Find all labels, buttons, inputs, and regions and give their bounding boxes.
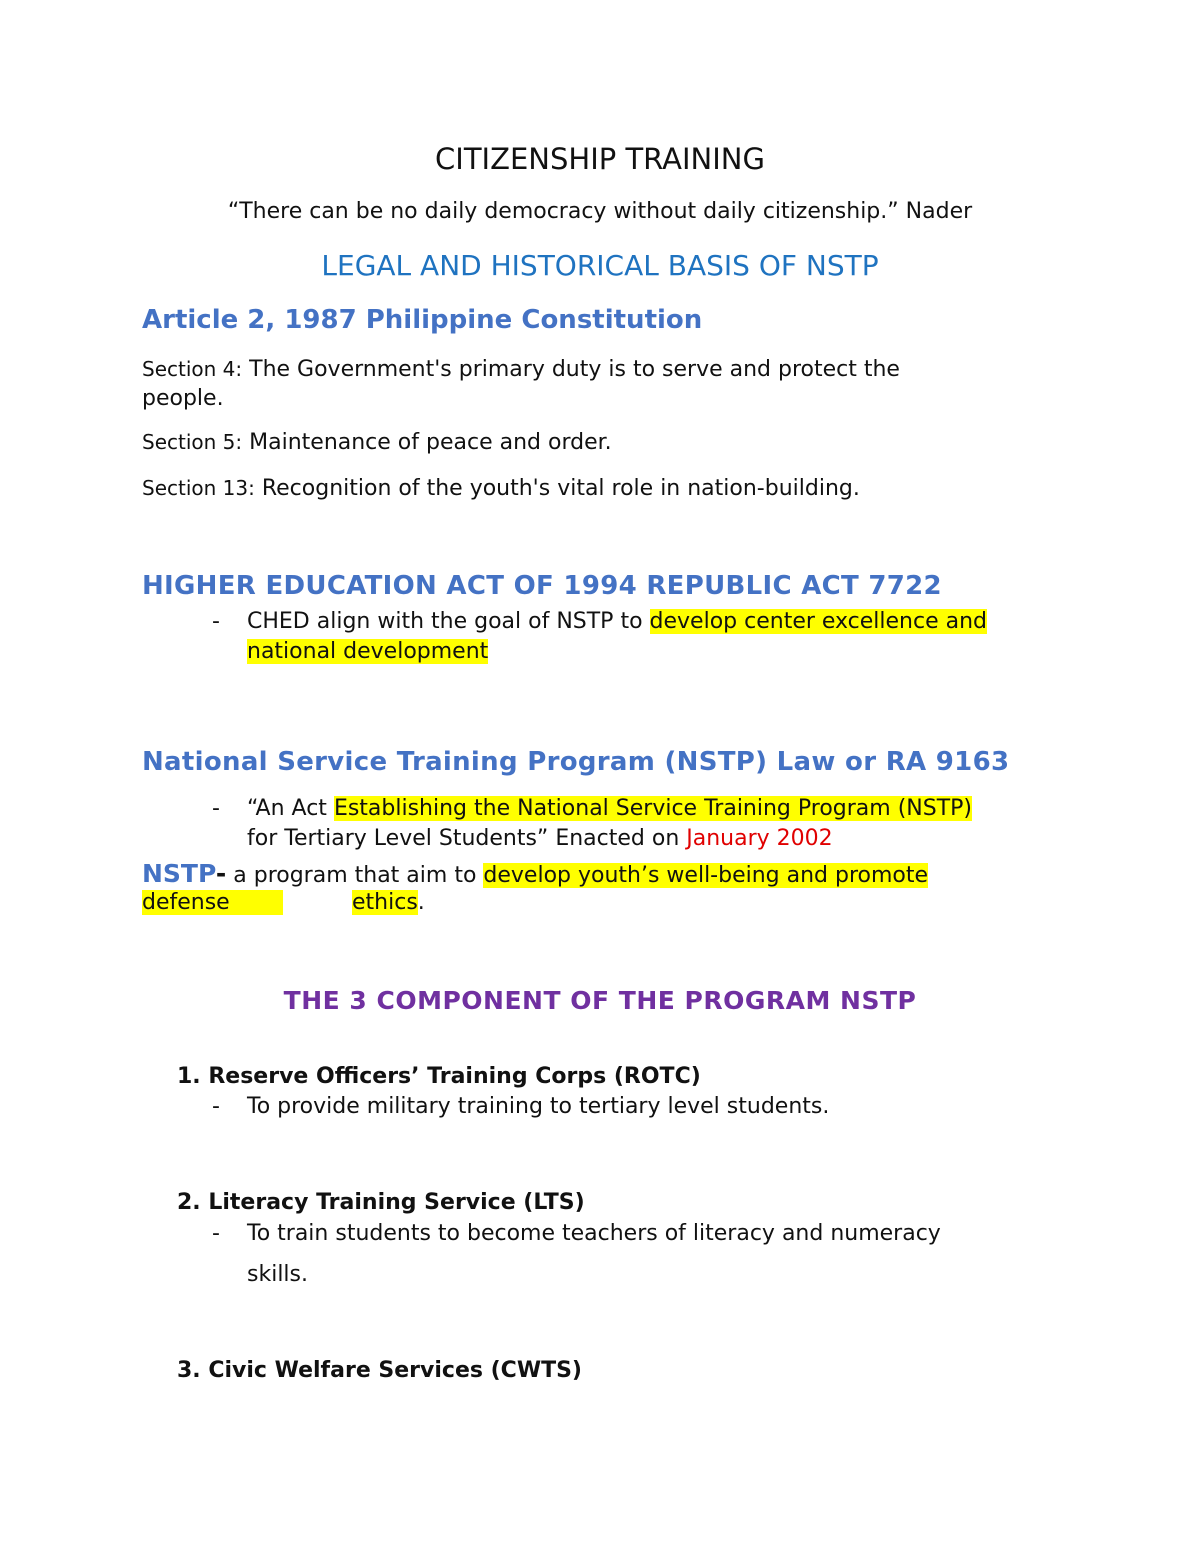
nstp-definition-line1: [142, 859, 928, 888]
section-text: Recognition of the youth's vital role in nation-building.: [254, 476, 860, 501]
section-4-continued: people.: [142, 386, 224, 411]
component-3-title: [177, 1358, 582, 1383]
component-name: Reserve Officers’ Training Corps (ROTC): [208, 1064, 701, 1089]
definition-text: a program that aim to: [226, 863, 484, 888]
quote: “There can be no daily democracy without daily citizenship.” Nader: [227, 199, 973, 224]
section-label: Section 13:: [142, 476, 255, 500]
highlighted-text: Establishing the National Service Training Program (NSTP): [333, 796, 972, 821]
highlighted-text: national development: [247, 639, 489, 664]
list-number: 2.: [177, 1190, 201, 1215]
section-text: Maintenance of peace and order.: [242, 430, 612, 455]
bullet-marker: -: [212, 609, 220, 634]
highlighted-text: develop center excellence and: [649, 609, 988, 634]
component-name: Civic Welfare Services (CWTS): [208, 1358, 582, 1383]
section-label: Section 5:: [142, 430, 243, 454]
legal-basis-heading: LEGAL AND HISTORICAL BASIS OF NSTP: [321, 249, 879, 282]
nstp-definition-line2: [142, 890, 425, 915]
bullet-marker: -: [212, 1221, 220, 1246]
component-2-title: [177, 1190, 585, 1215]
section-text: The Government's primary duty is to serve and protect the: [242, 357, 900, 382]
enacted-date: January 2002: [686, 826, 833, 851]
bullet-marker: -: [212, 1094, 220, 1119]
highlighted-text: develop youth’s well-being and promote: [483, 863, 929, 888]
components-heading: THE 3 COMPONENT OF THE PROGRAM NSTP: [283, 986, 917, 1015]
term-dash: -: [215, 859, 227, 888]
component-name: Literacy Training Service (LTS): [208, 1190, 585, 1215]
section-5: [142, 430, 612, 455]
component-1-title: [177, 1064, 701, 1089]
period: .: [417, 890, 425, 915]
bullet-text: CHED align with the goal of NSTP to: [247, 609, 650, 634]
nstp-term: NSTP: [142, 859, 216, 888]
list-number: 3.: [177, 1358, 201, 1383]
higher-education-act-heading: HIGHER EDUCATION ACT OF 1994 REPUBLIC ACT 7722: [142, 571, 942, 601]
bullet-text: “An Act: [247, 796, 334, 821]
list-number: 1.: [177, 1064, 201, 1089]
section-13: [142, 476, 860, 501]
highlighted-text: ethics: [352, 890, 418, 915]
component-1-desc: To provide military training to tertiary level students.: [247, 1094, 830, 1119]
section-label: Section 4:: [142, 357, 243, 381]
section-4: [142, 357, 900, 382]
component-2-desc: To train students to become teachers of literacy and numeracy: [247, 1221, 941, 1246]
bullet-text: for Tertiary Level Students” Enacted on: [247, 826, 687, 851]
nstp-law-bullet-line1: [247, 796, 972, 821]
component-2-desc-continued: skills.: [247, 1262, 308, 1287]
page-title: CITIZENSHIP TRAINING: [435, 142, 765, 176]
highlighted-text: defense: [142, 890, 283, 915]
article-heading: Article 2, 1987 Philippine Constitution: [142, 305, 703, 335]
hea-bullet-line2: [247, 639, 488, 664]
nstp-law-bullet-line2: [247, 826, 833, 851]
nstp-law-heading: National Service Training Program (NSTP) Law or RA 9163: [142, 747, 1010, 777]
hea-bullet-line1: [247, 609, 987, 634]
bullet-marker: -: [212, 796, 220, 821]
